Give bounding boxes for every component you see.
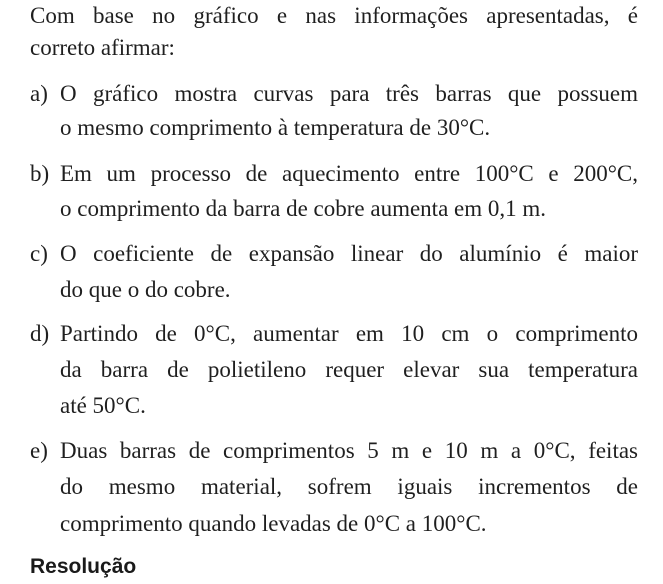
option-text-line: Partindo de 0°C, aumentar em 10 cm o comprimento	[60, 321, 638, 346]
option-text-line: da barra de polietileno requer elevar sua temperatura	[60, 357, 638, 382]
option-text-line: até 50°C.	[60, 393, 146, 418]
option-text-line: Em um processo de aquecimento entre 100°C e 200°C,	[60, 161, 638, 186]
option-text-line: comprimento quando levadas de 0°C a 100°C.	[60, 511, 487, 536]
option-letter: e)	[30, 438, 48, 463]
option-text-line: O coeficiente de expansão linear do alumínio é maior	[60, 241, 638, 266]
option-letter: b)	[30, 161, 50, 186]
option-letter: d)	[30, 321, 50, 346]
option-text-line: do que o do cobre.	[60, 277, 231, 302]
option-text-line: O gráfico mostra curvas para três barras que possuem	[60, 81, 638, 106]
option-letter: a)	[30, 81, 48, 106]
intro-line-1: Com base no gráfico e nas informações apresentadas, é	[30, 3, 638, 28]
option-letter: c)	[30, 241, 48, 266]
option-text-line: o mesmo comprimento à temperatura de 30°C.	[60, 115, 491, 140]
section-heading: Resolução	[30, 555, 137, 578]
intro-line-2: correto afirmar:	[30, 35, 175, 60]
option-text-line: Duas barras de comprimentos 5 m e 10 m a 0°C, feitas	[60, 438, 638, 463]
option-text-line: o comprimento da barra de cobre aumenta em 0,1 m.	[60, 196, 547, 221]
option-text-line: do mesmo material, sofrem iguais incrementos de	[60, 474, 638, 499]
